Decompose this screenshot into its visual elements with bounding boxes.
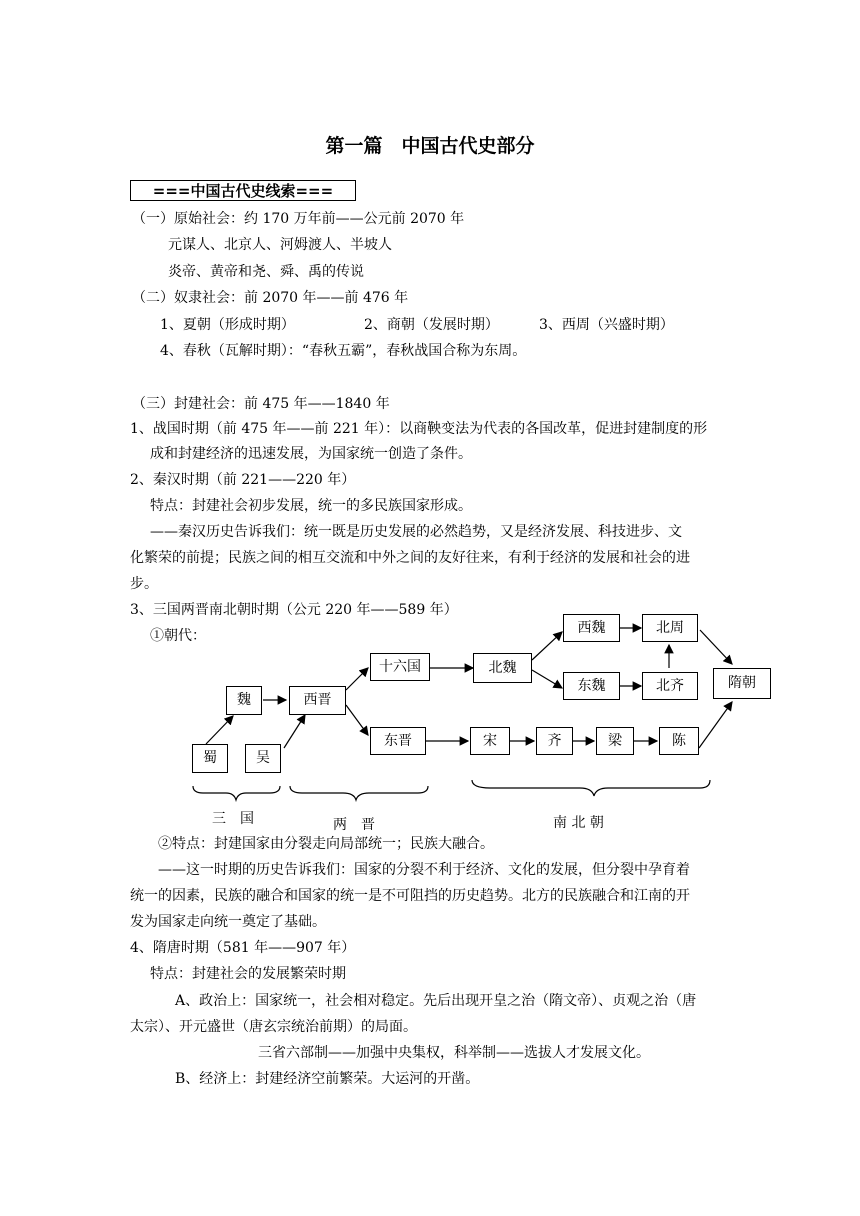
node-chen: 陈 [659, 727, 699, 755]
text-line: 步。 [130, 576, 158, 592]
text-line: 4、春秋（瓦解时期）：“春秋五霸”，春秋战国合称为东周。 [160, 343, 527, 359]
text-line: 2、商朝（发展时期） [364, 317, 499, 333]
node-dongjin: 东晋 [370, 727, 426, 755]
text-line: A、政治上：国家统一，社会相对稳定。先后出现开皇之治（隋文帝）、贞观之治（唐 [175, 993, 697, 1009]
text-line: 3、西周（兴盛时期） [539, 317, 674, 333]
text-line: 三省六部制——加强中央集权，科举制——选拔人才发展文化。 [258, 1045, 650, 1061]
text-line: 4、隋唐时期（581 年——907 年） [130, 940, 356, 956]
text-line: ——这一时期的历史告诉我们：国家的分裂不利于经济、文化的发展，但分裂中孕育着 [158, 862, 690, 878]
text-line: 2、秦汉时期（前 221——220 年） [130, 472, 356, 488]
text-line: 3、三国两晋南北朝时期（公元 220 年——589 年） [130, 602, 458, 618]
text-line: 发为国家走向统一奠定了基础。 [130, 914, 326, 930]
text-line: 炎帝、黄帝和尧、舜、禹的传说 [168, 264, 364, 280]
node-shu: 蜀 [192, 744, 228, 773]
text-line: 1、夏朝（形成时期） [160, 317, 295, 333]
node-beiwei: 北魏 [473, 653, 532, 683]
text-line: 统一的因素，民族的融合和国家的统一是不可阻挡的历史趋势。北方的民族融合和江南的开 [130, 888, 690, 904]
text-line: ①朝代： [150, 628, 206, 644]
node-suichao: 隋朝 [713, 668, 771, 699]
text-line: 特点：封建社会初步发展，统一的多民族国家形成。 [150, 498, 472, 514]
text-line: （三）封建社会：前 475 年——1840 年 [132, 396, 390, 412]
node-xiwei: 西魏 [563, 614, 620, 642]
text-line: 太宗）、开元盛世（唐玄宗统治前期）的局面。 [130, 1019, 417, 1035]
text-line: 1、战国时期（前 475 年——前 221 年）：以商鞅变法为代表的各国改革，促进封建制度的形 [130, 421, 708, 437]
text-line: （二）奴隶社会：前 2070 年——前 476 年 [132, 290, 409, 306]
text-line: 特点：封建社会的发展繁荣时期 [150, 966, 346, 982]
node-liang: 梁 [596, 727, 634, 755]
node-xijin: 西晋 [289, 686, 346, 715]
page-title: 第一篇 中国古代史部分 [325, 135, 535, 157]
node-wu: 吴 [245, 744, 281, 773]
section-header: ===中国古代史线索=== [130, 180, 356, 201]
node-wei: 魏 [226, 686, 262, 715]
node-dongwei: 东魏 [563, 672, 620, 700]
node-beiqi: 北齐 [642, 672, 698, 700]
node-qi: 齐 [536, 727, 573, 755]
node-shiliuguo: 十六国 [370, 653, 430, 681]
text-line: 成和封建经济的迅速发展，为国家统一创造了条件。 [150, 446, 472, 462]
node-song: 宋 [470, 727, 510, 755]
text-line: （一）原始社会：约 170 万年前——公元前 2070 年 [132, 211, 465, 227]
text-line: 元谋人、北京人、河姆渡人、半坡人 [168, 237, 392, 253]
brace-label-nanbeichao: 南 北 朝 [553, 815, 604, 831]
text-line: B、经济上：封建经济空前繁荣。大运河的开凿。 [175, 1071, 480, 1087]
text-line: 化繁荣的前提；民族之间的相互交流和中外之间的友好往来，有利于经济的发展和社会的进 [130, 550, 690, 566]
text-line: ——秦汉历史告诉我们：统一既是历史发展的必然趋势，又是经济发展、科技进步、文 [150, 524, 682, 540]
brace-label-liangjin: 两 晋 [333, 817, 375, 833]
text-line: ②特点：封建国家由分裂走向局部统一；民族大融合。 [158, 836, 494, 852]
brace-label-sanguo: 三 国 [212, 811, 254, 827]
node-beizhou: 北周 [642, 614, 698, 642]
